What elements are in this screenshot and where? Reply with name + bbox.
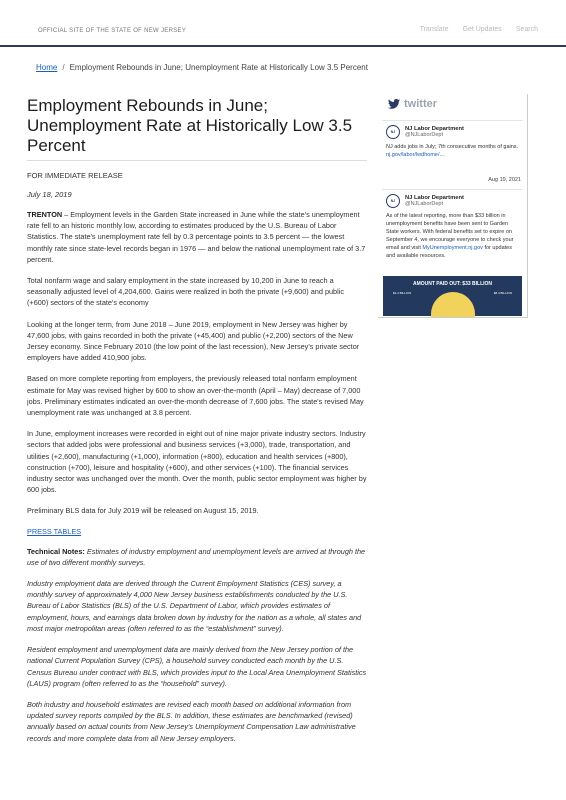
release-label: FOR IMMEDIATE RELEASE — [27, 171, 123, 180]
tweet-image-pie — [431, 292, 475, 318]
paragraph-text: – Employment levels in the Garden State increased in June while the state's unemployment rate fell to an historic monthly low, according to estimates produced by the U.S. Bureau of Labor Statistics. The state's unemployment rate fell by 0.3 percentage points to 3.5 percent — the lowest monthly rate since state-level records began in 1976 — and below the national unemployment rate of 3.7 percent. — [27, 210, 366, 264]
tweet-image-caption-right: $8.4 BILLION — [493, 291, 512, 295]
official-site-label: OFFICIAL SITE OF THE STATE OF NEW JERSEY — [38, 28, 187, 34]
technical-notes-label: Technical Notes: — [27, 546, 85, 556]
breadcrumb — [36, 63, 368, 72]
tweet-image-title: AMOUNT PAID OUT: $33 BILLION — [412, 281, 493, 287]
avatar[interactable]: NJ — [386, 194, 400, 208]
tweet-header — [386, 194, 519, 208]
article-paragraph: Both industry and household estimates are revised each month based on additional information from updated survey reports compiled by the BLS. In addition, these estimates are benchmarked (revised) annually based on actual counts from New Jersey's Unemployment Compensation Law administrative records and more complete data from all New Jersey employers. — [27, 699, 356, 743]
tweet-image[interactable] — [383, 276, 522, 316]
site-header — [0, 0, 566, 47]
dateline: TRENTON — [27, 210, 63, 219]
breadcrumb-home-link[interactable]: Home — [36, 63, 58, 72]
tweet-header — [386, 125, 519, 139]
article-paragraph: Looking at the longer term, from June 2018 – June 2019, employment in New Jersey was higher by 47,600 jobs, with gains recorded in both the private (+45,400) and public (+2,200) sectors of the New Jersey economy. Since February 2010 (the low point of the last recession), New Jersey's private sector employers have added 410,900 jobs. — [27, 319, 360, 363]
get-updates-link[interactable]: Get Updates — [462, 26, 502, 33]
release-date: July 18, 2019 — [27, 190, 72, 199]
twitter-feed[interactable] — [378, 94, 528, 318]
top-nav — [420, 26, 538, 33]
tweet-date: Aug 19, 2021 — [488, 177, 521, 183]
tweet-text — [386, 143, 519, 159]
tweet-author-handle[interactable]: @NJLaborDept — [405, 201, 443, 207]
tweet[interactable] — [382, 189, 523, 264]
article — [27, 96, 367, 744]
article-paragraph: Industry employment data are derived through the Current Employment Statistics (CES) survey, a monthly survey of approximately 4,000 New Jersey business establishments conducted by the U.S. Bureau of Labor Statistics (BLS) of the U.S. Department of Labor, which provides estimates of employment, hours, and earnings data broken down by industry for the nation as a whole, all states and most major metropolitan areas (often referred to as the “establishment” survey). — [27, 579, 362, 633]
tweet-author-handle[interactable]: @NJLaborDept — [405, 132, 443, 138]
tweet-link[interactable]: MyUnemployment.nj.gov — [422, 245, 483, 251]
page-title: Employment Rebounds in June; Unemployment Rate at Historically Low 3.5 Percent — [27, 96, 367, 161]
twitter-header — [378, 94, 527, 114]
tweet-text-end: for updates and available resources. — [386, 245, 512, 259]
article-paragraph — [27, 209, 367, 265]
technical-notes-text: Estimates of industry employment and unemployment levels are arrived at through the use of two different monthly surveys. — [27, 546, 366, 567]
article-paragraph: Total nonfarm wage and salary employment in the state increased by 10,200 in June to reach a seasonally adjusted level of 4,204,600. Gains were realized in both the private (+9,600) and public (+600) sectors of the state's economy — [27, 276, 345, 308]
twitter-bird-icon — [388, 99, 400, 109]
avatar[interactable]: NJ — [386, 125, 400, 139]
press-tables-link[interactable]: PRESS TABLES — [27, 526, 82, 536]
tweet-text-body: As of the latest reporting, more than $33 billion in unemployment benefits have been sent to Garden State workers. With federal benefits set to expire on September 4, we encourage everyone to check your email and visit — [386, 213, 514, 251]
tweet-text — [386, 212, 519, 260]
tweet-image-caption-left: $2.4 BILLION — [393, 291, 412, 295]
article-paragraph: Preliminary BLS data for July 2019 will be released on August 15, 2019. — [27, 506, 259, 516]
tweet-text-body: NJ adds jobs in July; 7th consecutive months of gains. — [386, 144, 519, 150]
tweet-author-name[interactable]: NJ Labor Department — [405, 126, 464, 132]
tweet-author-name[interactable]: NJ Labor Department — [405, 195, 464, 201]
article-paragraph: Resident employment and unemployment data are mainly derived from the New Jersey portion of the national Current Population Survey (CPS), a household survey conducted each month by the U.S. Census Bureau under contract with BLS, which provides input to the Local Area Unemployment Statistics (LAUS) program (often referred to as the “household” survey). — [27, 645, 367, 688]
technical-notes — [27, 546, 367, 568]
tweet[interactable] — [382, 120, 523, 163]
tweet-link[interactable]: nj.gov/labor/lwdhome/... — [386, 152, 445, 158]
twitter-wordmark: twitter — [404, 98, 437, 110]
translate-link[interactable]: Translate — [419, 26, 449, 33]
breadcrumb-separator: / — [62, 63, 65, 72]
article-paragraph: In June, employment increases were recorded in eight out of nine major private industry sectors. Industry sectors that added jobs were professional and business services (+3,000), trade, transportation, and utilities (+2,600), manufacturing (+1,000), information (+800), education and health services (+800), construction (+700), leisure and hospitality (+600), and other services (+100). The financial services industry sector was unchanged over the month. Over the month, public sector employment was higher by 600 jobs. — [27, 429, 367, 495]
search-link[interactable]: Search — [515, 26, 538, 33]
breadcrumb-current: Employment Rebounds in June; Unemployment Rate at Historically Low 3.5 Percent — [69, 63, 368, 72]
article-paragraph: Based on more complete reporting from employers, the previously released total nonfarm employment estimate for May was revised higher by 600 to show an over-the-month (April – May) decrease of 7,000 jobs. Preliminary estimates indicated an over-the-month decrease of 7,600 jobs. The state's revised May unemployment rate was unchanged at 3.8 percent. — [27, 374, 364, 418]
